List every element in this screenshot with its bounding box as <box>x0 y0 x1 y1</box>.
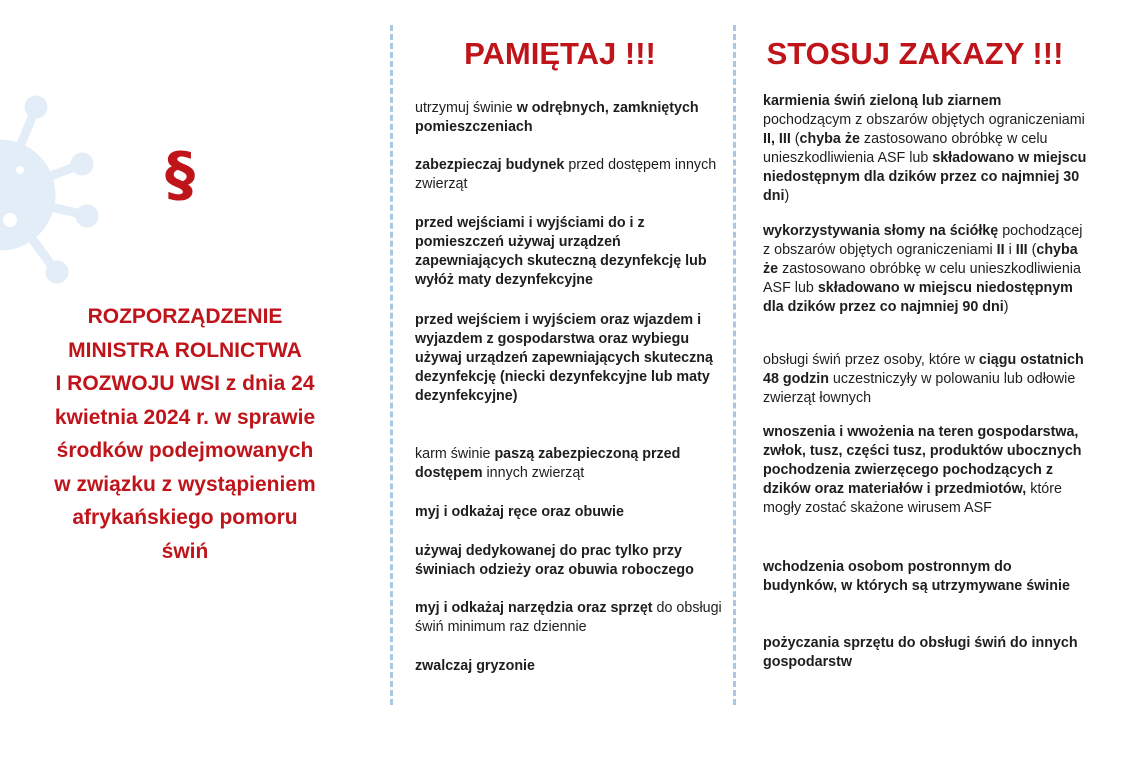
ban-text-run: obsługi świń przez osoby, które w <box>763 352 979 368</box>
remember-item: karm świnie paszą zabezpieczoną przed dostępem innych zwierząt <box>415 446 681 481</box>
paragraph-icon: § <box>165 140 195 210</box>
ban-text-run: pożyczania sprzętu do obsługi świń do innych gospodarstw <box>763 635 1078 670</box>
title-line: MINISTRA ROLNICTWA <box>68 338 302 362</box>
ban-text-run: uczestniczyły w polowaniu lub odłowie zwierząt łownych <box>763 371 1076 406</box>
bans-heading: STOSUJ ZAKAZY !!! <box>766 36 1064 71</box>
remember-item: przed wejściami i wyjściami do i z pomieszczeń używaj urządzeń zapewniających skuteczną dezynfekcję lub wyłóż maty dezynfekcyjne <box>415 215 707 288</box>
ban-text-run: III <box>1015 242 1028 258</box>
regulation-title <box>50 300 320 568</box>
ban-text-run: i <box>1004 242 1016 258</box>
title-line: kwietnia 2024 r. w sprawie <box>54 405 316 429</box>
ban-text-run: składowano w miejscu niedostępnym dla dzików przez co najmniej 30 dni <box>763 150 1087 204</box>
ban-text-run: zastosowano obróbkę w celu unieszkodliwienia ASF lub <box>763 131 1048 166</box>
ban-text-run: II <box>996 242 1005 258</box>
ban-item <box>763 92 1088 206</box>
ban-item <box>763 351 1088 408</box>
title-line: I ROZWOJU WSI z dnia 24 <box>55 372 315 395</box>
title-line: afrykańskiego pomoru <box>72 506 298 529</box>
ban-item <box>763 222 1088 317</box>
ban-text-run: wchodzenia osobom postronnym do budynków, w których są utrzymywane świnie <box>763 559 1070 594</box>
title-line: w związku z wystąpieniem <box>54 472 316 496</box>
title-line: środków podejmowanych <box>56 439 314 462</box>
remember-item: używaj dedykowanej do prac tylko przy świniach odzieży oraz obuwia roboczego <box>415 543 694 578</box>
title-line: ROZPORZĄDZENIE <box>87 305 283 328</box>
ban-text-run: chyba że <box>763 242 1078 277</box>
ban-text-run: ) <box>1003 299 1009 315</box>
ban-text-run: ciągu ostatnich 48 godzin <box>763 352 1084 387</box>
remember-item: utrzymuj świnie w odrębnych, zamkniętych pomieszczeniach <box>415 100 699 135</box>
ban-text-run: ( <box>790 131 800 147</box>
ban-text-run: II, III <box>763 131 791 147</box>
ban-item <box>763 634 1088 672</box>
ban-text-run: chyba że <box>799 131 860 147</box>
remember-item: zabezpieczaj budynek przed dostępem innych zwierząt <box>415 157 717 192</box>
divider-right <box>733 25 736 705</box>
title-line: świń <box>161 539 209 563</box>
remember-heading: PAMIĘTAJ !!! <box>464 36 656 71</box>
remember-item: zwalczaj gryzonie <box>415 658 535 674</box>
regulation-panel <box>50 0 320 760</box>
ban-text-run: które mogły zostać skażone wirusem ASF <box>763 481 1062 516</box>
remember-item: przed wejściem i wyjściem oraz wjazdem i wyjazdem z gospodarstwa oraz wybiegu używaj urządzeń zapewniających skuteczną dezynfekcję (niecki dezynfekcyjne lub maty dezynfekcyjne) <box>415 312 713 404</box>
ban-item <box>763 558 1088 596</box>
ban-text-run: pochodzącej z obszarów objętych ograniczeniami <box>763 223 1083 258</box>
ban-item <box>763 423 1088 518</box>
ban-text-run: karmienia świń zieloną lub ziarnem <box>763 93 1002 109</box>
divider-left <box>390 25 393 705</box>
ban-text-run: wykorzystywania słomy na ściółkę <box>763 223 999 239</box>
ban-text-run: składowano w miejscu niedostępnym dla dzików przez co najmniej 90 dni <box>763 280 1073 315</box>
ban-text-run: pochodzącym z obszarów objętych ograniczeniami <box>763 112 1085 128</box>
ban-text-run: ( <box>1027 242 1037 258</box>
remember-item: myj i odkażaj ręce oraz obuwie <box>415 504 624 520</box>
ban-text-run: ) <box>784 188 790 204</box>
ban-text-run: zastosowano obróbkę w celu unieszkodliwienia ASF lub <box>763 261 1081 296</box>
remember-item: myj i odkażaj narzędzia oraz sprzęt do obsługi świń minimum raz dziennie <box>415 600 722 635</box>
ban-text-run: wnoszenia i wwożenia na teren gospodarstwa, zwłok, tusz, części tusz, produktów ubocznych pochodzenia zwierzęcego pochodzących z dzików oraz materiałów i przedmiotów, <box>763 424 1082 497</box>
